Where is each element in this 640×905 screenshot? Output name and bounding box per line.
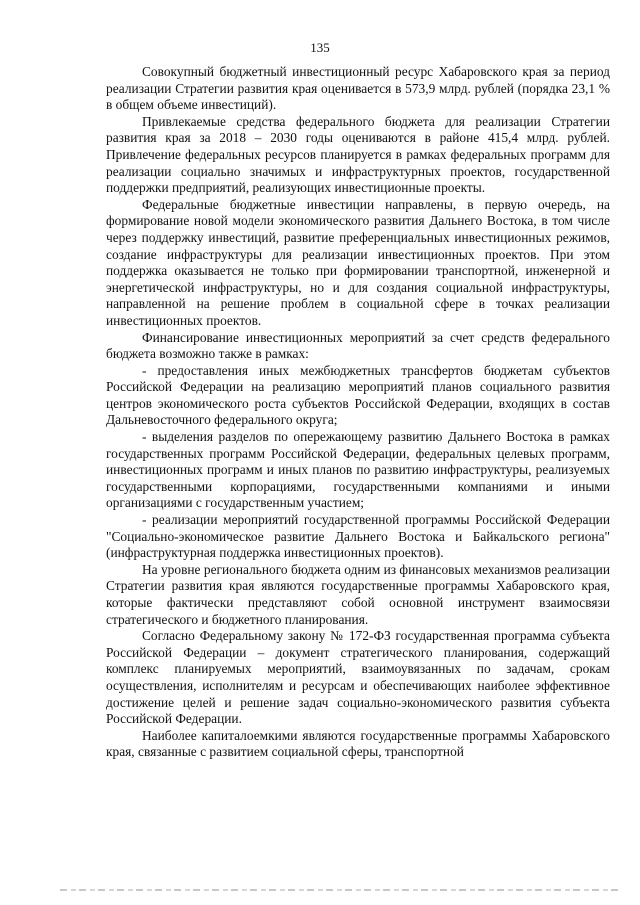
paragraph-regional-budget: На уровне регионального бюджета одним из финансовых механизмов реализации Стратегии развития края являются государственные программы Хабаровского края, которые фактически представляют собой основной инструмент взаимосвязи стратегического и бюджетного планирования. bbox=[106, 561, 610, 627]
paragraph-federal-investments: Федеральные бюджетные инвестиции направлены, в первую очередь, на формирование новой модели экономического развития Дальнего Востока, в том числе через поддержку инвестиций, развитие преференциальных инвестиционных режимов, создание инфраструктуры для реализации инвестиционных проектов. При этом поддержка оказывается не только при формировании транспортной, инженерной и энергетической инфраструктуры, но и для создания социальной инфраструктуры, направленной на решение проблем в социальной сфере в точках реализации инвестиционных проектов. bbox=[106, 196, 610, 328]
paragraph-federal-funds: Привлекаемые средства федерального бюджета для реализации Стратегии развития края за 2018 – 2030 годы оцениваются в районе 415,4 млрд. рублей. Привлечение федеральных ресурсов планируется в рамках федеральных программ для реализации социально значимых и инфраструктурных проектов, государственной поддержки предприятий, реализующих инвестиционные проекты. bbox=[106, 113, 610, 196]
paragraph-budget-resource: Совокупный бюджетный инвестиционный ресурс Хабаровского края за период реализации Стратегии развития края оценивается в 573,9 млрд. рублей (порядка 23,1 % в общем объеме инвестиций). bbox=[106, 64, 610, 113]
paragraph-financing-intro: Финансирование инвестиционных мероприятий за счет средств федерального бюджета возможно также в рамках: bbox=[106, 329, 610, 362]
list-item-program: - реализации мероприятий государственной программы Российской Федерации "Социально-экономическое развитие Дальнего Востока и Байкальского региона" (инфраструктурная поддержка инвестиционных проектов). bbox=[106, 512, 610, 561]
body-text bbox=[106, 64, 610, 761]
list-item-transfers: - предоставления иных межбюджетных трансфертов бюджетам субъектов Российской Федерации на реализацию мероприятий планов социального развития центров экономического роста субъектов Российской Федерации, входящих в состав Дальневосточного федерального округа; bbox=[106, 362, 610, 428]
paragraph-federal-law: Согласно Федеральному закону № 172-ФЗ государственная программа субъекта Российской Федерации – документ стратегического планирования, содержащий комплекс планируемых мероприятий, взаимоувязанных по задачам, срокам осуществления, исполнителям и ресурсам и обеспечивающих наиболее эффективное достижение целей и решение задач социально-экономического развития субъекта Российской Федерации. bbox=[106, 628, 610, 727]
scan-edge-divider bbox=[60, 889, 620, 891]
page-number: 135 bbox=[310, 40, 330, 55]
list-item-sections: - выделения разделов по опережающему развитию Дальнего Востока в рамках государственных программ Российской Федерации, федеральных целевых программ, инвестиционных программ и иных планов по развитию инфраструктуры, реализуемых государственными корпорациями, государственными компаниями и иными организациями с государственным участием; bbox=[106, 429, 610, 511]
paragraph-capital-intensive: Наиболее капиталоемкими являются государственные программы Хабаровского края, связанные с развитием социальной сферы, транспортной bbox=[106, 727, 610, 760]
